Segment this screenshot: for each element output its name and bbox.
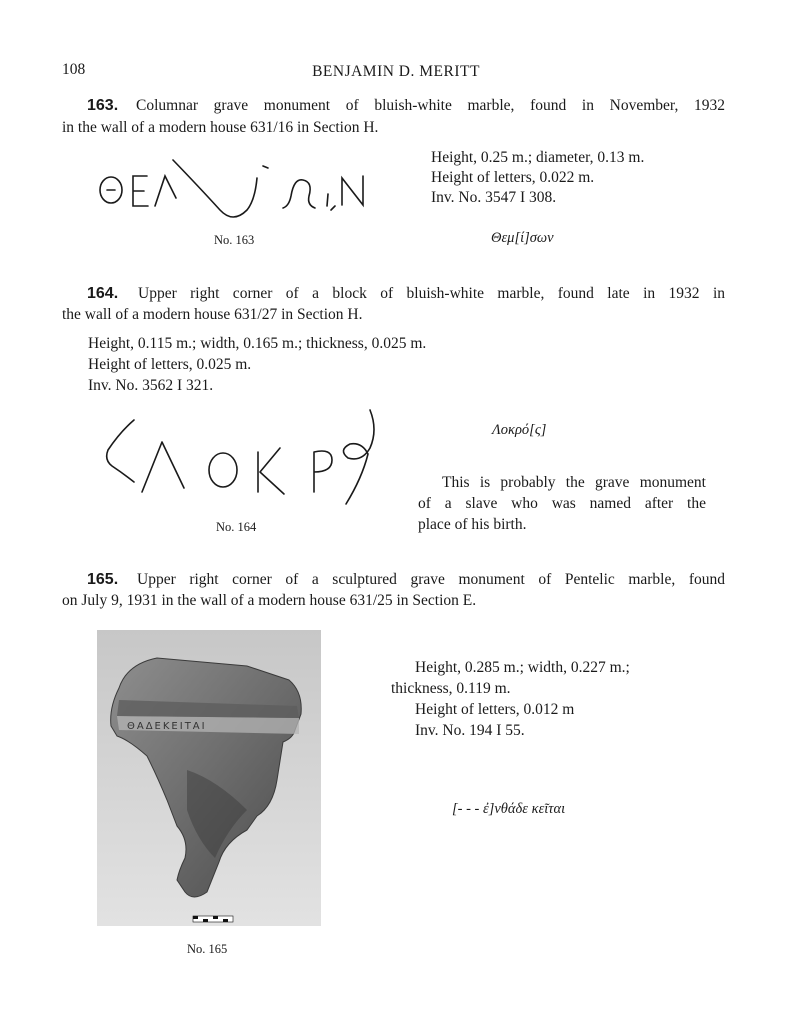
entry-165-transcription: [- - - ἐ]νθάδε κεῖται <box>452 801 566 817</box>
entry-164-number: 164. <box>87 285 119 302</box>
scale-bar <box>193 916 233 922</box>
entry-163-meta-0: Height, 0.25 m.; diameter, 0.13 m. <box>431 149 645 166</box>
entry-164-desc-line1: Upper right corner of a block of bluish-white marble, found late in 1932 in <box>138 285 725 302</box>
entry-164-meta-1: Height of letters, 0.025 m. <box>88 356 252 373</box>
photograph-165 <box>97 630 321 926</box>
entry-163-number: 163. <box>87 97 119 114</box>
entry-163-desc-line1: Columnar grave monument of bluish-white marble, found in November, 1932 <box>136 97 725 114</box>
entry-163-meta-2: Inv. No. 3547 I 308. <box>431 189 557 206</box>
entry-163-desc-line2: in the wall of a modern house 631/16 in Section H. <box>62 119 379 136</box>
figure-caption-164: No. 164 <box>216 520 257 534</box>
entry-164-desc-line2: the wall of a modern house 631/27 in Section H. <box>62 306 363 323</box>
running-title: BENJAMIN D. MERITT <box>312 63 480 80</box>
entry-165-desc-line1: Upper right corner of a sculptured grave monument of Pentelic marble, found <box>137 571 725 588</box>
entry-164-meta-2: Inv. No. 3562 I 321. <box>88 377 214 394</box>
entry-164-commentary-0: This is probably the grave monument <box>442 474 706 491</box>
entry-163-meta-1: Height of letters, 0.022 m. <box>431 169 595 186</box>
entry-164-meta-0: Height, 0.115 m.; width, 0.165 m.; thickness, 0.025 m. <box>88 335 427 352</box>
entry-165-meta-0: Height, 0.285 m.; width, 0.227 m.; <box>415 659 630 676</box>
entry-165-meta-3: Inv. No. 194 I 55. <box>415 722 525 739</box>
inscription-drawing-164 <box>100 408 390 513</box>
inscription-drawing-163 <box>95 158 385 228</box>
entry-164-commentary-1: of a slave who was named after the <box>418 495 706 512</box>
entry-164-commentary-2: place of his birth. <box>418 516 527 533</box>
entry-165-desc-line2: on July 9, 1931 in the wall of a modern house 631/25 in Section E. <box>62 592 477 609</box>
entry-163-transcription: Θεμ[ί]σων <box>491 230 554 246</box>
page-number: 108 <box>62 61 86 78</box>
photo-inscription: ΘΑΔΕΚΕΙΤΑΙ <box>127 721 207 732</box>
entry-165-number: 165. <box>87 571 119 588</box>
entry-165-meta-1: thickness, 0.119 m. <box>391 680 511 697</box>
figure-caption-163: No. 163 <box>214 233 255 247</box>
figure-caption-165: No. 165 <box>187 942 228 956</box>
entry-165-meta-2: Height of letters, 0.012 m <box>415 701 575 718</box>
entry-164-transcription: Λοκρό[ς] <box>492 422 547 438</box>
